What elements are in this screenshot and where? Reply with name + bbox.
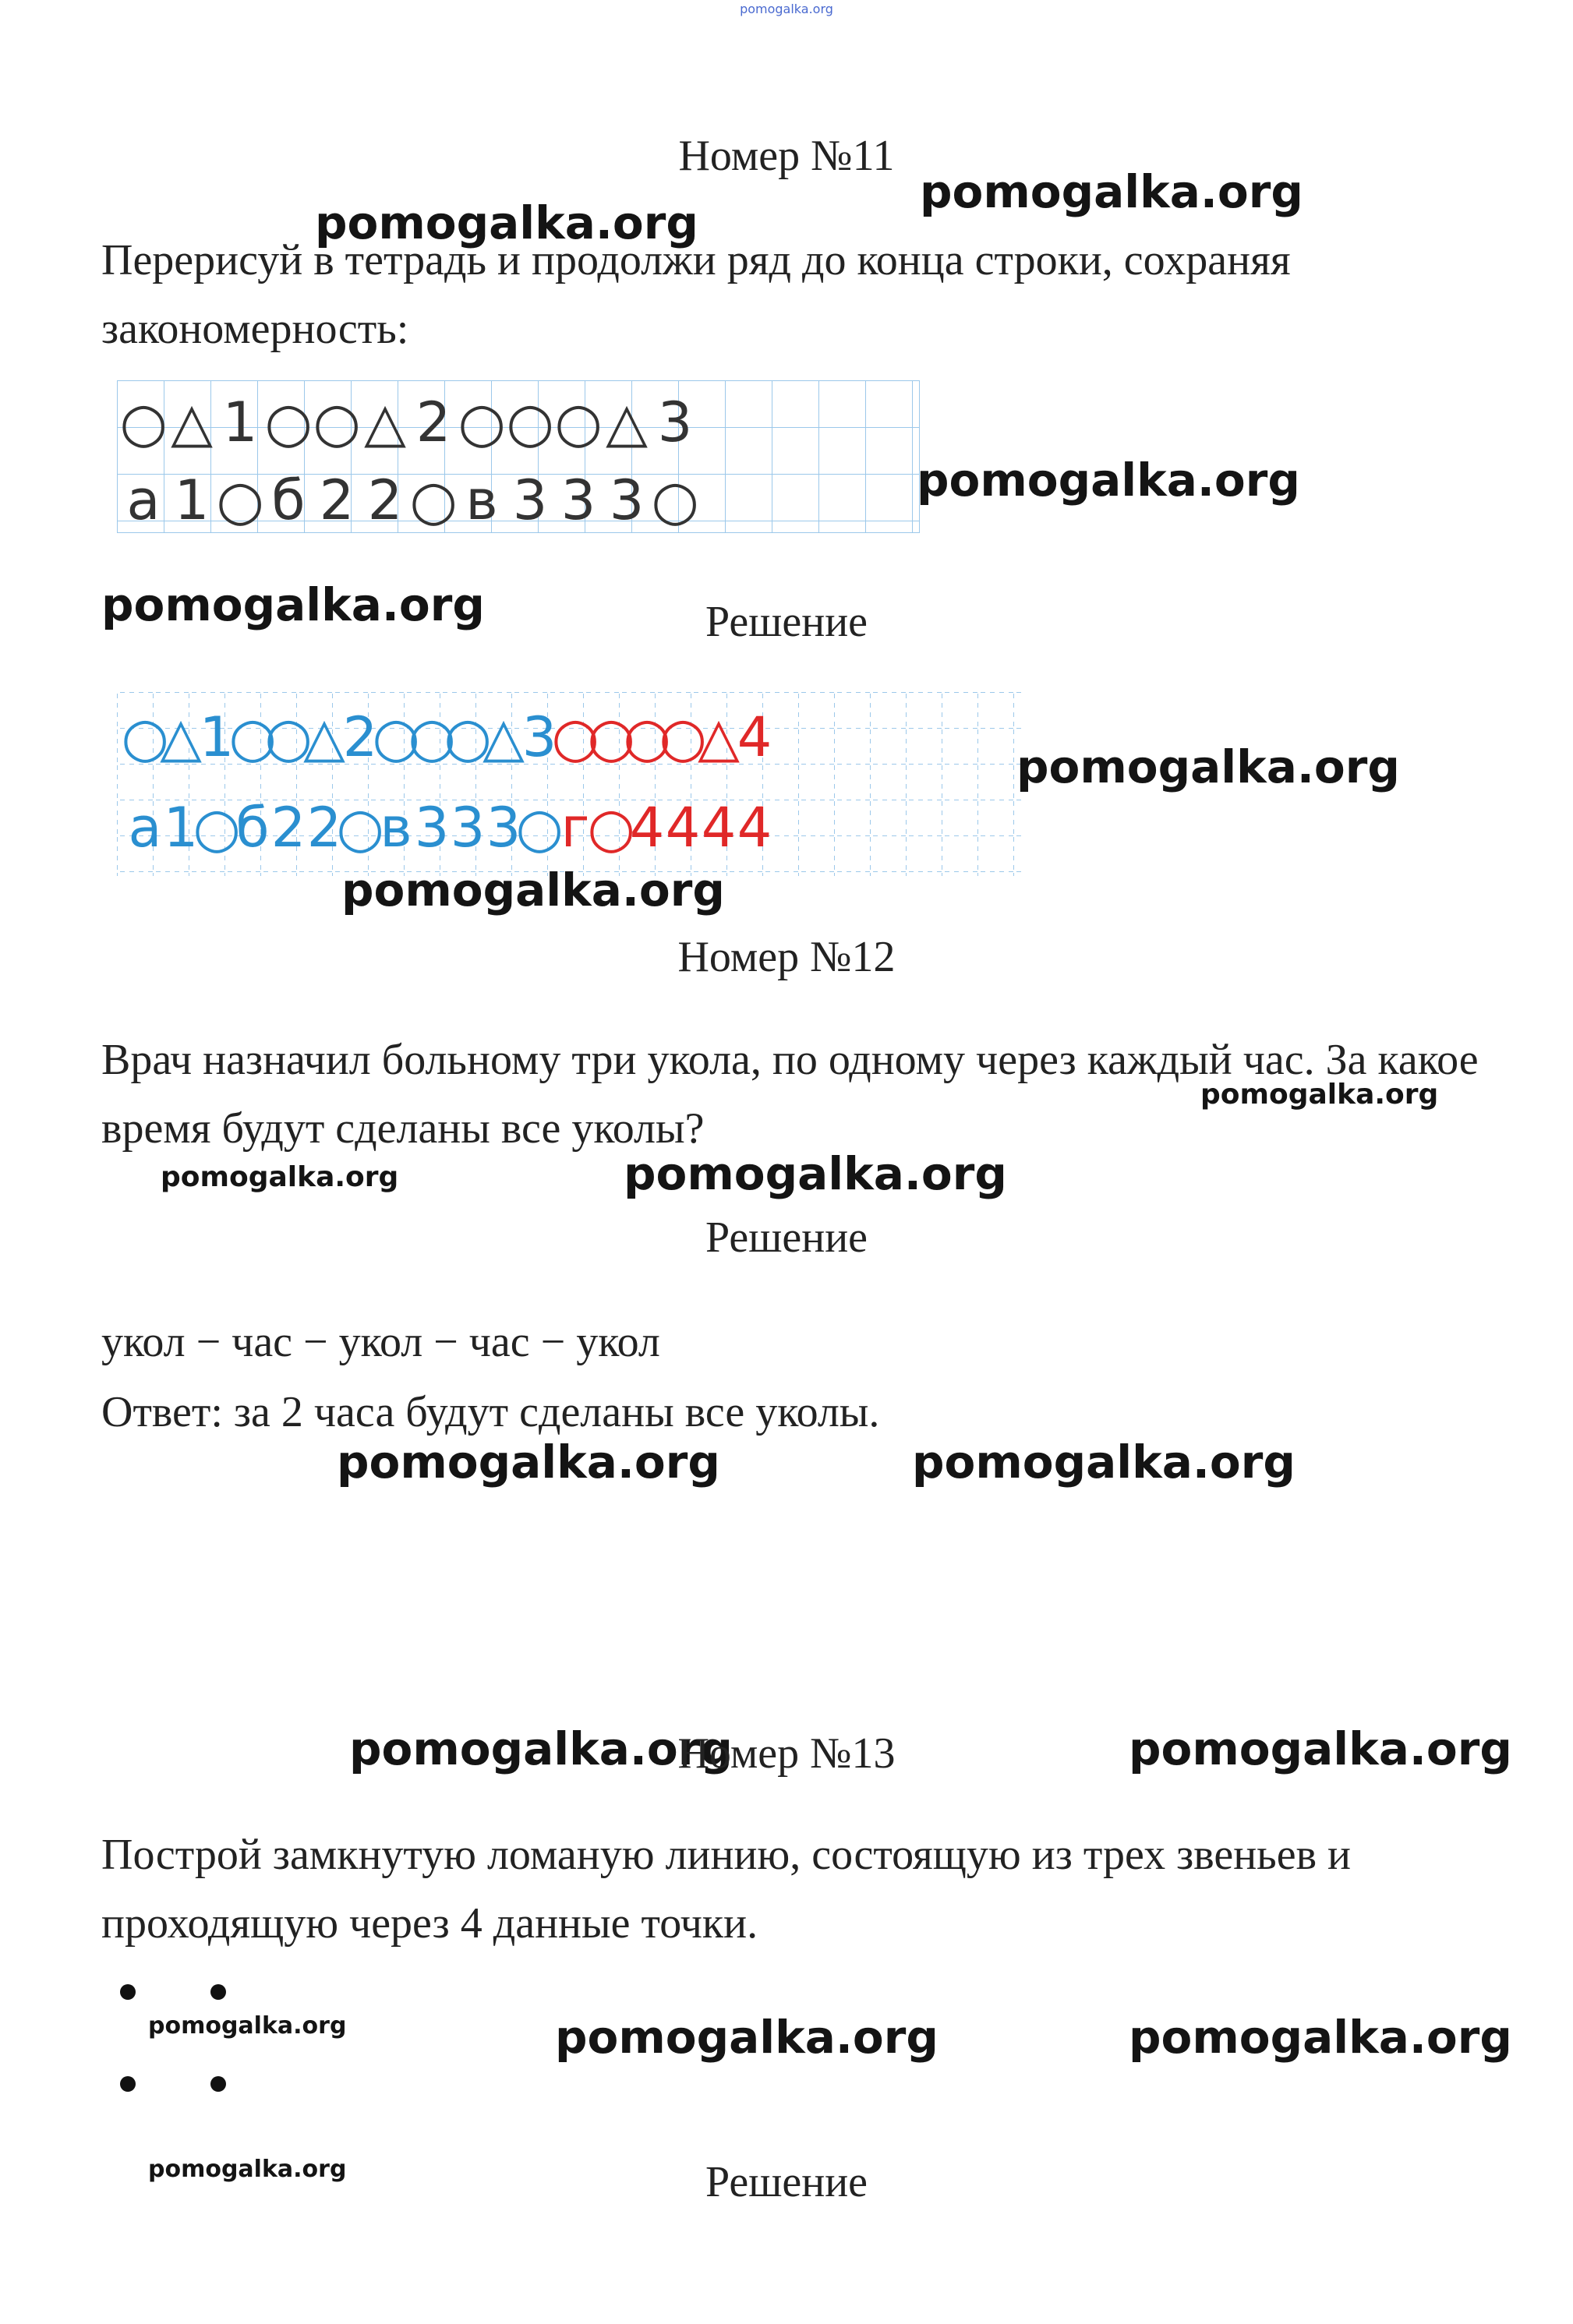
pattern-symbol: ○ xyxy=(216,468,264,532)
pattern-symbol: ○ xyxy=(193,796,241,860)
pattern-symbol: 4 xyxy=(629,796,665,860)
point xyxy=(120,1984,136,2000)
watermark: pomogalka.org xyxy=(101,578,485,631)
pattern-symbol: 1 xyxy=(163,796,199,860)
watermark: pomogalka.org xyxy=(912,1436,1296,1489)
watermark: pomogalka.org xyxy=(1129,1722,1512,1775)
pattern-symbol: ○ xyxy=(659,705,707,769)
pattern-symbol: 3 xyxy=(486,796,521,860)
task13-solution-label: Решение xyxy=(705,2158,868,2206)
task11-text: Перерисуй в тетрадь и продолжи ряд до конца строки, сохраняя закономерность: xyxy=(101,236,1291,353)
watermark: pomogalka.org xyxy=(148,2012,347,2040)
pattern-symbol: а xyxy=(128,796,162,860)
pattern-symbol: △ xyxy=(698,705,740,769)
pattern-symbol: 4 xyxy=(665,796,701,860)
watermark: pomogalka.org xyxy=(920,165,1303,218)
pattern-symbol: 1 xyxy=(199,705,235,769)
pattern-symbol: ○ xyxy=(506,390,554,454)
pattern-symbol: 3 xyxy=(657,390,693,454)
pattern-symbol: ○ xyxy=(264,705,313,769)
pattern-symbol: ○ xyxy=(458,390,506,454)
watermark: pomogalka.org xyxy=(917,454,1300,507)
pattern-symbol: ○ xyxy=(651,468,699,532)
pattern-symbol: ○ xyxy=(119,390,168,454)
watermark: pomogalka.org xyxy=(555,2011,938,2064)
task13-title: Номер №13 xyxy=(677,1729,896,1778)
pattern-symbol: 4 xyxy=(737,705,772,769)
task11-title: Номер №11 xyxy=(678,132,895,180)
pattern-symbol: 3 xyxy=(609,468,645,532)
watermark: pomogalka.org xyxy=(1016,740,1400,793)
pattern-symbol: ○ xyxy=(408,705,456,769)
point xyxy=(210,1984,226,2000)
pattern-symbol: ○ xyxy=(515,796,564,860)
task12-text: Врач назначил больному три укола, по одному через каждый час. За какое время будут сделаны все уколы? xyxy=(101,1036,1479,1153)
pattern-symbol: ○ xyxy=(551,705,599,769)
watermark: pomogalka.org xyxy=(341,864,725,917)
watermark: pomogalka.org xyxy=(315,196,698,249)
pattern-symbol: ○ xyxy=(554,390,603,454)
pattern-symbol: 2 xyxy=(306,796,342,860)
pattern-symbol: △ xyxy=(606,390,648,454)
watermark: pomogalka.org xyxy=(1200,1079,1439,1111)
pattern-symbol: б xyxy=(271,468,306,532)
pattern-symbol: ○ xyxy=(336,796,384,860)
point xyxy=(210,2076,226,2092)
watermark: pomogalka.org xyxy=(161,1161,399,1193)
pattern-symbol: ○ xyxy=(228,705,277,769)
pattern-symbol: 4 xyxy=(737,796,772,860)
watermark: pomogalka.org xyxy=(1129,2011,1512,2064)
pattern-symbol: 3 xyxy=(560,468,596,532)
task12-title: Номер №12 xyxy=(677,933,896,981)
watermark: pomogalka.org xyxy=(337,1436,720,1489)
pattern-symbol: ○ xyxy=(587,705,635,769)
pattern-symbol: 1 xyxy=(222,390,258,454)
pattern-symbol: ○ xyxy=(623,705,671,769)
pattern-symbol: △ xyxy=(483,705,525,769)
pattern-symbol: 3 xyxy=(521,705,557,769)
point xyxy=(120,2076,136,2092)
pattern-symbol: в xyxy=(465,468,498,532)
task13-points-image xyxy=(109,1972,249,2112)
pattern-symbol: ○ xyxy=(121,705,169,769)
pattern-symbol: в xyxy=(380,796,412,860)
pattern-symbol: △ xyxy=(364,390,406,454)
pattern-symbol: б xyxy=(235,796,270,860)
pattern-symbol: 2 xyxy=(367,468,403,532)
pattern-symbol: 1 xyxy=(174,468,210,532)
top-site-label: pomogalka.org xyxy=(740,2,833,16)
pattern-symbol: 2 xyxy=(319,468,355,532)
pattern-symbol: 3 xyxy=(512,468,548,532)
task12-solution-line: укол − час − укол − час − укол xyxy=(101,1318,660,1366)
pattern-symbol: 2 xyxy=(270,796,306,860)
task11-solution-image xyxy=(117,692,1021,876)
pattern-symbol: ○ xyxy=(264,390,313,454)
pattern-symbol: ○ xyxy=(372,705,420,769)
pattern-symbol: ○ xyxy=(313,390,361,454)
task13-text: Построй замкнутую ломаную линию, состоящую из трех звеньев и проходящую через 4 данные точки. xyxy=(101,1831,1351,1948)
pattern-symbol: г xyxy=(560,796,590,860)
watermark: pomogalka.org xyxy=(349,1722,733,1775)
task12-answer: Ответ: за 2 часа будут сделаны все уколы. xyxy=(101,1388,880,1436)
task12-solution-label: Решение xyxy=(705,1213,868,1262)
pattern-symbol: 3 xyxy=(450,796,486,860)
pattern-symbol: △ xyxy=(160,705,202,769)
pattern-symbol: 2 xyxy=(415,390,451,454)
pattern-symbol: 4 xyxy=(701,796,737,860)
watermark: pomogalka.org xyxy=(624,1147,1007,1200)
pattern-symbol: △ xyxy=(171,390,213,454)
task11-solution-label: Решение xyxy=(705,598,868,646)
pattern-symbol: △ xyxy=(303,705,345,769)
pattern-symbol: 3 xyxy=(414,796,450,860)
pattern-symbol: ○ xyxy=(587,796,635,860)
pattern-symbol: ○ xyxy=(409,468,458,532)
task11-pattern-image xyxy=(117,380,920,533)
pattern-symbol: 2 xyxy=(342,705,378,769)
pattern-symbol: ○ xyxy=(444,705,492,769)
pattern-symbol: а xyxy=(126,468,161,532)
watermark: pomogalka.org xyxy=(148,2156,347,2183)
